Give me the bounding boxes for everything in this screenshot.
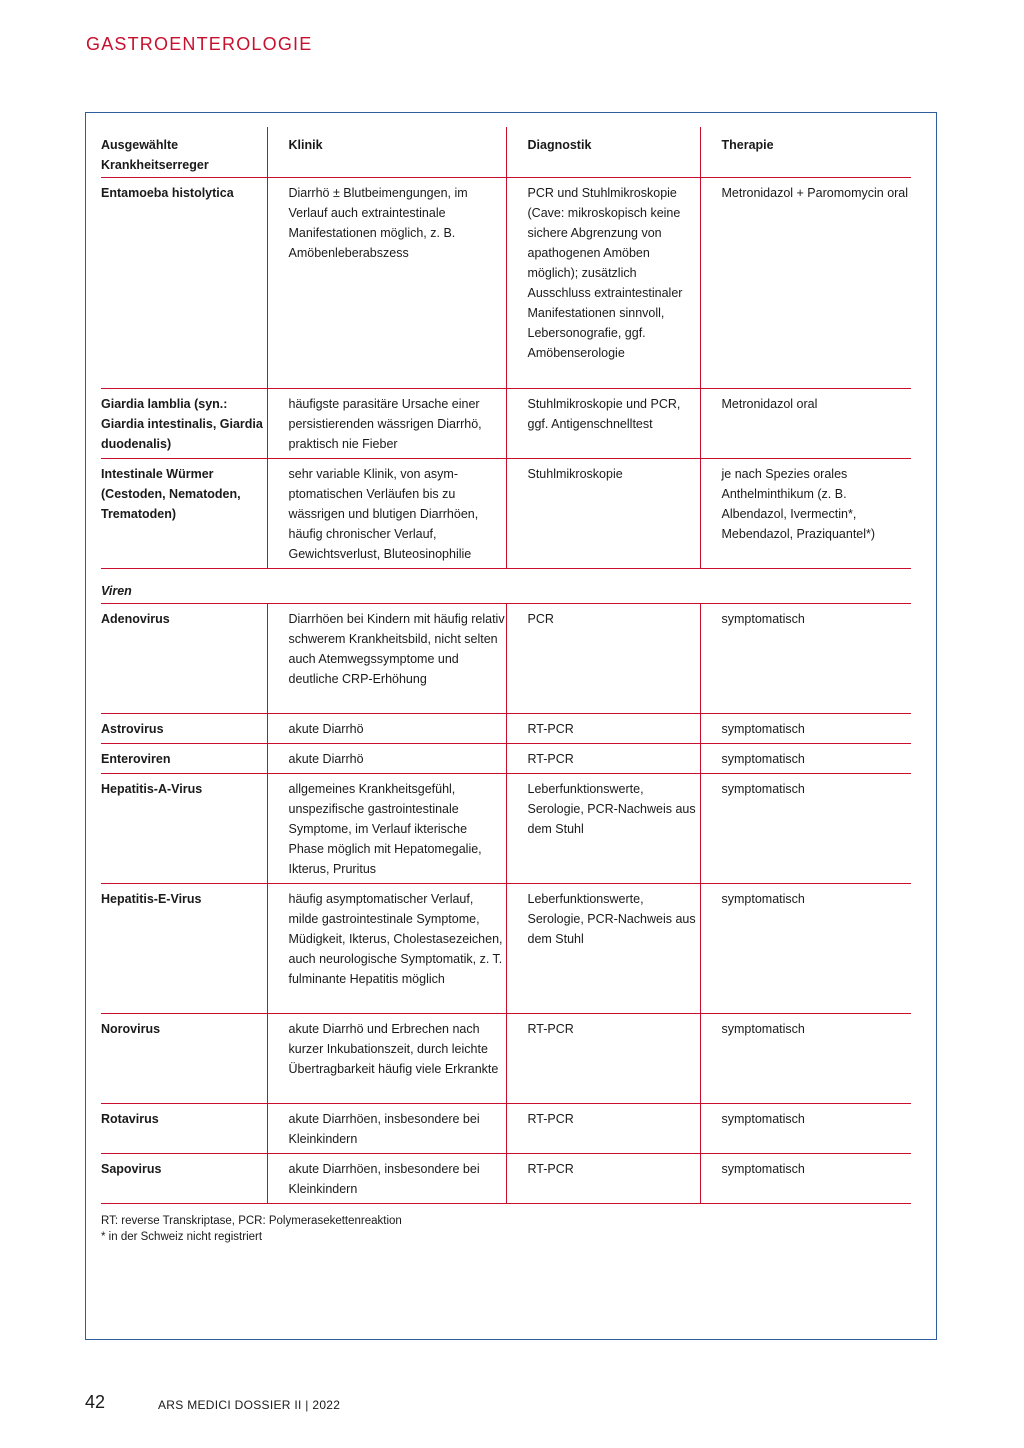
table-row bbox=[101, 743, 911, 773]
cell-klinik: akute Diarrhöen, insbesondere bei Kleinkindern bbox=[267, 1153, 506, 1203]
cell-diagnostik: RT-PCR bbox=[506, 713, 700, 743]
cell-pathogen: Norovirus bbox=[101, 1021, 161, 1036]
cell-klinik: Diarrhöen bei Kindern mit häufig relativ schwerem Krankheitsbild, nicht selten auch Atemwegssymptome und deutliche CRP-Erhöhung bbox=[267, 603, 506, 713]
publication-name: ARS MEDICI DOSSIER II | 2022 bbox=[158, 1398, 341, 1412]
cell-diagnostik: PCR bbox=[506, 603, 700, 713]
cell-klinik: akute Diarrhö bbox=[267, 713, 506, 743]
cell-diagnostik: RT-PCR bbox=[506, 1013, 700, 1103]
cell-klinik: häufigste parasitäre Ursache einer persistierenden wässrigen Diarrhö, praktisch nie Fieber bbox=[267, 388, 506, 458]
cell-pathogen: Giardia lamblia (syn.: Giardia intestinalis, Giardia duodenalis) bbox=[101, 396, 263, 451]
section-title: GASTROENTEROLOGIE bbox=[86, 34, 313, 54]
cell-therapie: symptomatisch bbox=[700, 1153, 911, 1203]
table-notes bbox=[101, 1213, 402, 1245]
cell-diagnostik: Leberfunktionswerte, Serologie, PCR-Nachweis aus dem Stuhl bbox=[506, 883, 700, 1013]
cell-diagnostik: Stuhlmikroskopie bbox=[506, 458, 700, 568]
column-header-therapie: Therapie bbox=[700, 127, 911, 177]
cell-pathogen: Hepatitis-A-Virus bbox=[101, 781, 203, 796]
column-header-klinik: Klinik bbox=[267, 127, 506, 177]
table-row bbox=[101, 1103, 911, 1153]
cell-diagnostik: Stuhlmikroskopie und PCR, ggf. Antigenschnelltest bbox=[506, 388, 700, 458]
pathogen-table bbox=[101, 127, 911, 1204]
cell-diagnostik: RT-PCR bbox=[506, 1153, 700, 1203]
cell-diagnostik: Leberfunktionswerte, Serologie, PCR-Nachweis aus dem Stuhl bbox=[506, 773, 700, 883]
cell-therapie: symptomatisch bbox=[700, 1013, 911, 1103]
table-row bbox=[101, 1013, 911, 1103]
page-number: 42 bbox=[85, 1392, 106, 1412]
table-row bbox=[101, 773, 911, 883]
virus-section-label: Viren bbox=[101, 583, 132, 598]
table-box bbox=[85, 112, 937, 1340]
table-row bbox=[101, 177, 911, 388]
cell-klinik: akute Diarrhöen, insbesondere bei Kleinkindern bbox=[267, 1103, 506, 1153]
cell-pathogen: Rotavirus bbox=[101, 1111, 159, 1126]
cell-therapie: Metronidazol + Paromomycin oral bbox=[700, 177, 911, 388]
table-row bbox=[101, 1153, 911, 1203]
cell-diagnostik: RT-PCR bbox=[506, 1103, 700, 1153]
cell-therapie: symptomatisch bbox=[700, 1103, 911, 1153]
table-row bbox=[101, 388, 911, 458]
footnote: * in der Schweiz nicht registriert bbox=[101, 1231, 263, 1243]
cell-klinik: akute Diarrhö und Erbrechen nach kurzer Inkubationszeit, durch leichte Übertragbarkeit häufig viele Erkrankte bbox=[267, 1013, 506, 1103]
cell-therapie: je nach Spezies orales Anthelminthikum (z. B. Albendazol, Ivermectin*, Mebendazol, Praziquantel*) bbox=[700, 458, 911, 568]
cell-therapie: symptomatisch bbox=[700, 773, 911, 883]
cell-therapie: symptomatisch bbox=[700, 883, 911, 1013]
cell-therapie: symptomatisch bbox=[700, 603, 911, 713]
cell-pathogen: Enteroviren bbox=[101, 751, 171, 766]
cell-klinik: Diarrhö ± Blutbeimengungen, im Verlauf auch extraintestinale Manifestationen möglich, z. B. Amöbenleberabszess bbox=[267, 177, 506, 388]
cell-klinik: akute Diarrhö bbox=[267, 743, 506, 773]
column-header-pathogen: Ausgewählte Krankheitserreger bbox=[101, 138, 209, 172]
cell-therapie: Metronidazol oral bbox=[700, 388, 911, 458]
virus-section-row bbox=[101, 568, 911, 603]
table-header-row bbox=[101, 127, 911, 177]
cell-therapie: symptomatisch bbox=[700, 743, 911, 773]
cell-therapie: symptomatisch bbox=[700, 713, 911, 743]
abbreviation-note: RT: reverse Transkriptase, PCR: Polymerasekettenreaktion bbox=[101, 1215, 402, 1227]
cell-klinik: allgemeines Krankheitsgefühl, unspezifische gastrointestinale Symptome, im Verlauf ikterische Phase möglich mit Hepatomegalie, Ikterus, Pruritus bbox=[267, 773, 506, 883]
table-row bbox=[101, 458, 911, 568]
table-row bbox=[101, 713, 911, 743]
cell-diagnostik: RT-PCR bbox=[506, 743, 700, 773]
cell-pathogen: Adenovirus bbox=[101, 611, 170, 626]
table-row bbox=[101, 603, 911, 713]
cell-pathogen: Intestinale Würmer (Cestoden, Nematoden, Trematoden) bbox=[101, 466, 241, 521]
column-header-diagnostik: Diagnostik bbox=[506, 127, 700, 177]
cell-pathogen: Entamoeba histolytica bbox=[101, 185, 234, 200]
cell-diagnostik: PCR und Stuhlmikroskopie (Cave: mikroskopisch keine sichere Abgrenzung von apathogenen Amöben möglich); zusätzlich Ausschluss extraintestinaler Manifestationen sinnvoll, Lebersonografie, ggf. Amöbenserologie bbox=[506, 177, 700, 388]
cell-pathogen: Sapovirus bbox=[101, 1161, 162, 1176]
cell-pathogen: Hepatitis-E-Virus bbox=[101, 891, 202, 906]
cell-pathogen: Astrovirus bbox=[101, 721, 164, 736]
cell-klinik: häufig asymptomatischer Verlauf, milde gastrointestinale Symptome, Müdigkeit, Ikterus, Cholestasezeichen, auch neurologische Symptomatik, z. T. fulminante Hepatitis möglich bbox=[267, 883, 506, 1013]
cell-klinik: sehr variable Klinik, von asymptomatischen Verläufen bis zu wässrigen und blutigen Diarrhöen, häufig chronischer Verlauf, Gewichtsverlust, Bluteosinophilie bbox=[267, 458, 506, 568]
table-row bbox=[101, 883, 911, 1013]
